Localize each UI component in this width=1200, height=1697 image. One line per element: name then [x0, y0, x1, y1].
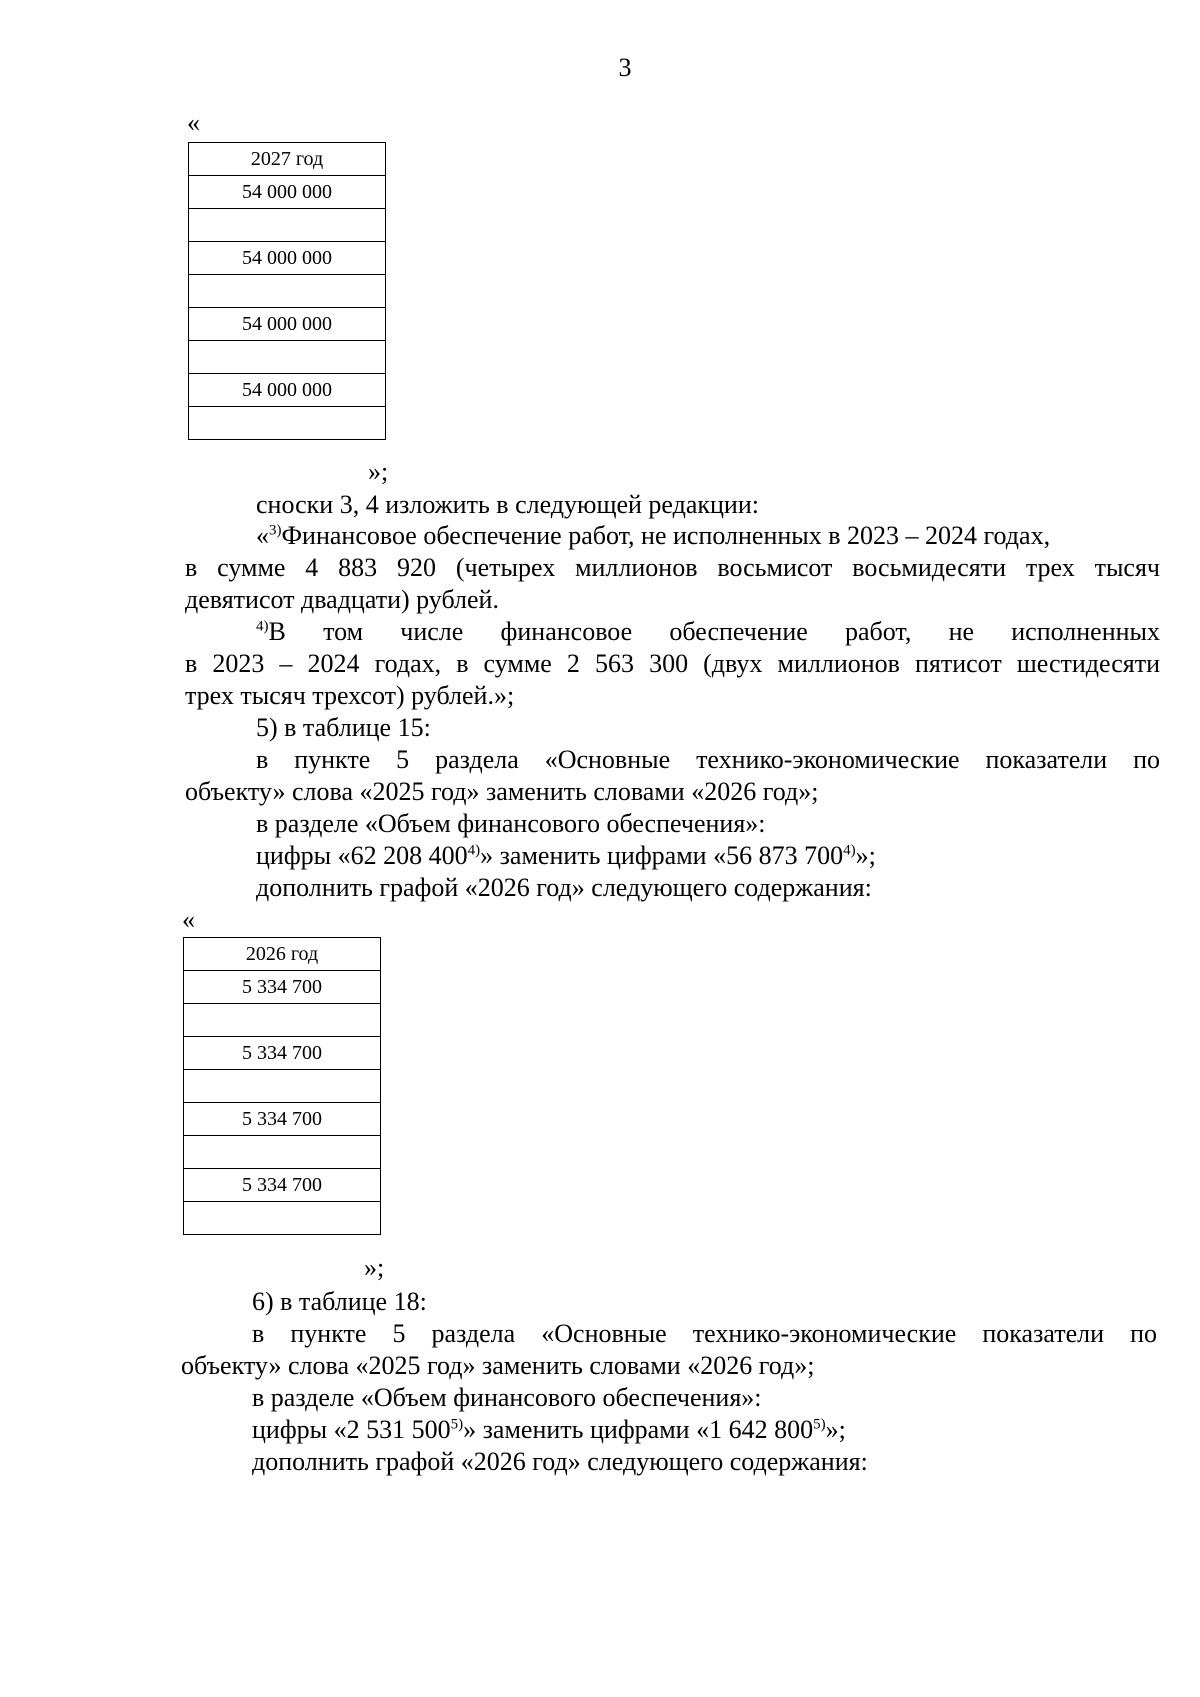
footnote-4-line-2: в 2023 – 2024 годах, в сумме 2 563 300 (двух миллионов пятисот шестидесяти	[185, 649, 1160, 678]
item-5-point-line-1: в пункте 5 раздела «Основные технико-экономические показатели по	[256, 745, 1160, 774]
footnote-4-line-3: трех тысяч трехсот) рублей.»;	[185, 681, 515, 710]
item-5-supplement: дополнить графой «2026 год» следующего содержания:	[256, 873, 872, 902]
table-2026-header: 2026 год	[184, 938, 381, 971]
table-2026	[183, 937, 381, 1235]
table-2027-cell: 54 000 000	[189, 308, 386, 341]
footnote-3-line-1	[256, 521, 1160, 551]
footnote-3-lead: «$^{3)}$Финансовое обеспечение работ, не исполненных в 2023 – 2024 годах,	[256, 521, 1051, 550]
item-6-supplement: дополнить графой «2026 год» следующего содержания:	[252, 1447, 868, 1476]
item-6-point-line-1: в пункте 5 раздела «Основные технико-экономические показатели по	[252, 1319, 1157, 1348]
table-2026-cell	[184, 1202, 381, 1235]
item-6-point-line-2: объекту» слова «2025 год» заменить словами «2026 год»;	[181, 1351, 815, 1380]
open-quote-1: «	[187, 108, 200, 137]
footnote-4-line-1: $^{4)}$В том числе финансовое обеспечение работ, не исполненных	[256, 617, 1160, 646]
table-2026-cell: 5 334 700	[184, 1103, 381, 1136]
item-5-point-line-2: объекту» слова «2025 год» заменить словами «2026 год»;	[185, 777, 819, 806]
table-2027-cell: 54 000 000	[189, 242, 386, 275]
table-2026-cell	[184, 1136, 381, 1169]
item-6-section: в разделе «Объем финансового обеспечения»:	[252, 1383, 762, 1412]
footnote-3-line-3: девятисот двадцати) рублей.	[185, 585, 499, 614]
table-2026-cell	[184, 1070, 381, 1103]
table-2026-cell: 5 334 700	[184, 1169, 381, 1202]
open-quote-2: «	[182, 905, 195, 934]
item-5-digits: цифры «62 208 400$^{4)}$» заменить цифрами «56 873 700$^{4)}$»;	[256, 841, 876, 870]
table-2026-cell	[184, 1004, 381, 1037]
table-2027-header: 2027 год	[189, 143, 386, 176]
close-quote-2: »;	[364, 1253, 385, 1282]
table-2027	[188, 142, 386, 440]
table-2027-cell: 54 000 000	[189, 374, 386, 407]
table-2026-cell: 5 334 700	[184, 971, 381, 1004]
table-2026-cell: 5 334 700	[184, 1037, 381, 1070]
item-5-title: 5) в таблице 15:	[256, 713, 431, 742]
close-quote-1: »;	[368, 457, 389, 486]
table-2027-cell	[189, 407, 386, 440]
item-6-title: 6) в таблице 18:	[252, 1287, 427, 1316]
footnotes-intro: сноски 3, 4 изложить в следующей редакции:	[256, 490, 759, 519]
item-5-section: в разделе «Объем финансового обеспечения»:	[256, 809, 766, 838]
table-2027-cell	[189, 275, 386, 308]
table-2027-cell: 54 000 000	[189, 176, 386, 209]
page-number: 3	[618, 53, 632, 82]
footnote-3-line-2: в сумме 4 883 920 (четырех миллионов восьмисот восьмидесяти трех тысяч	[185, 553, 1160, 582]
item-6-digits: цифры «2 531 500$^{5)}$» заменить цифрами «1 642 800$^{5)}$»;	[252, 1415, 846, 1444]
table-2027-cell	[189, 209, 386, 242]
table-2027-cell	[189, 341, 386, 374]
